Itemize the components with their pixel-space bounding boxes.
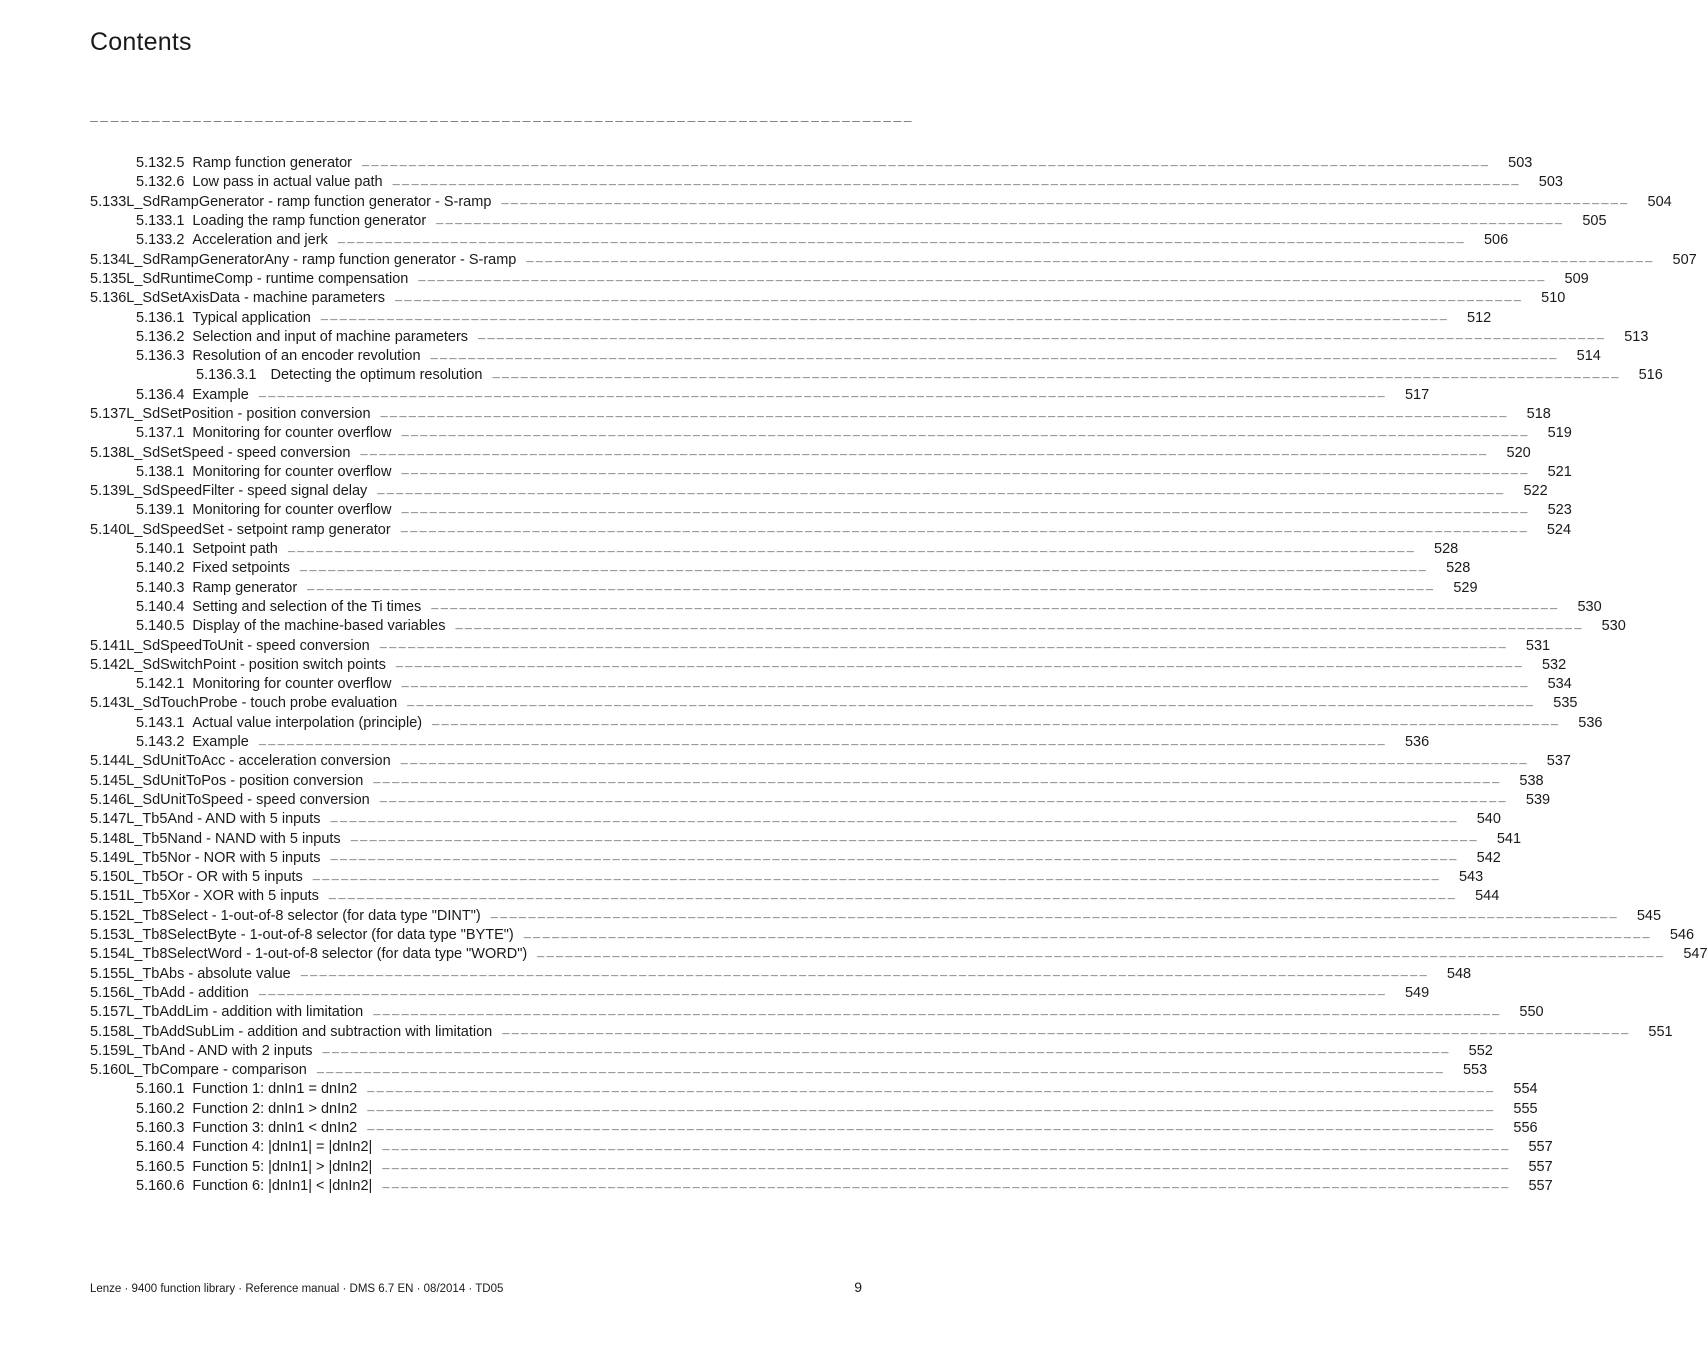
toc-leader: ________________________________________________________________________________________________________________________	[367, 1119, 1496, 1134]
toc-entry-number: 5.136.2	[136, 328, 185, 345]
toc-leader: ________________________________________________________________________________________________________________________	[401, 424, 1530, 439]
toc-entry[interactable]	[90, 772, 1544, 791]
toc-entry-title: L_TbAnd - AND with 2 inputs	[126, 1042, 313, 1059]
toc-leader: ________________________________________________________________________________________________________________________	[299, 559, 1429, 574]
toc-entry[interactable]	[90, 1177, 1553, 1196]
toc-entry-title: Example	[192, 386, 249, 403]
toc-entry-title: Monitoring for counter overflow	[192, 502, 392, 519]
toc-entry-page: 557	[1528, 1158, 1553, 1175]
toc-entry-title: Acceleration and jerk	[192, 232, 328, 249]
toc-entry[interactable]	[90, 907, 1662, 926]
toc-entry-page: 507	[1672, 251, 1697, 268]
toc-entry-number: 5.150	[90, 869, 127, 886]
toc-entry[interactable]	[90, 810, 1501, 829]
toc-leader: ________________________________________________________________________________________________________________________	[330, 849, 1459, 864]
toc-entry-number: 5.143.2	[136, 734, 185, 751]
toc-entry[interactable]	[90, 984, 1430, 1003]
toc-entry-page: 503	[1508, 155, 1533, 172]
toc-entry-page: 520	[1506, 444, 1531, 461]
toc-entry[interactable]	[90, 173, 1563, 192]
toc-leader: ________________________________________________________________________________________________________________________	[367, 1080, 1496, 1095]
toc-entry[interactable]	[90, 405, 1551, 424]
toc-entry-number: 5.133.2	[136, 232, 185, 249]
toc-entry-page: 551	[1648, 1023, 1673, 1040]
page-title: Contents	[90, 28, 192, 56]
toc-entry[interactable]	[90, 1119, 1538, 1138]
toc-entry-title: L_SdSpeedToUnit - speed conversion	[126, 637, 370, 654]
toc-entry-number: 5.136.3.1	[196, 367, 257, 384]
toc-entry-title: Detecting the optimum resolution	[270, 367, 483, 384]
toc-leader: ________________________________________________________________________________________________________________________	[401, 463, 1530, 478]
toc-entry-page: 544	[1475, 888, 1500, 905]
toc-entry-page: 513	[1624, 328, 1649, 345]
toc-entry-number: 5.157	[90, 1004, 127, 1021]
toc-entry[interactable]	[90, 694, 1578, 713]
toc-leader: ________________________________________________________________________________________________________________________	[379, 791, 1508, 806]
toc-leader: ________________________________________________________________________________________________________________________	[395, 289, 1524, 304]
toc-entry-page: 522	[1523, 483, 1548, 500]
toc-leader: ________________________________________________________________________________________________________________________	[367, 1100, 1496, 1115]
toc-entry[interactable]	[90, 521, 1572, 540]
toc-entry[interactable]	[90, 675, 1572, 694]
toc-leader: ________________________________________________________________________________________________________________________	[478, 328, 1607, 343]
toc-entry[interactable]	[90, 791, 1551, 810]
toc-entry-number: 5.153	[90, 927, 127, 944]
toc-entry-number: 5.139	[90, 483, 127, 500]
toc-entry-title: Actual value interpolation (principle)	[192, 714, 423, 731]
toc-leader: ________________________________________________________________________________________________________________________	[407, 694, 1536, 709]
toc-entry[interactable]	[90, 964, 1472, 983]
toc-leader: ________________________________________________________________________________________________________________________	[373, 772, 1502, 787]
toc-entry-page: 528	[1434, 541, 1459, 558]
toc-entry-title: Function 1: dnIn1 = dnIn2	[192, 1081, 358, 1098]
toc-entry-title: Function 3: dnIn1 < dnIn2	[192, 1119, 358, 1136]
toc-leader: ________________________________________________________________________________________________________________________	[432, 714, 1561, 729]
toc-entry-number: 5.140.5	[136, 618, 185, 635]
toc-entry[interactable]	[90, 868, 1484, 887]
toc-entry-number: 5.156	[90, 984, 127, 1001]
toc-entry-number: 5.149	[90, 849, 127, 866]
toc-entry-page: 530	[1577, 598, 1602, 615]
toc-entry-page: 503	[1538, 174, 1563, 191]
toc-entry-title: Function 6: |dnIn1| < |dnIn2|	[192, 1177, 373, 1194]
toc-entry-title: Fixed setpoints	[192, 560, 290, 577]
toc-entry-number: 5.160.5	[136, 1158, 185, 1175]
toc-entry-number: 5.147	[90, 811, 127, 828]
toc-entry-page: 523	[1547, 502, 1572, 519]
toc-leader: ________________________________________________________________________________________________________________________	[307, 579, 1436, 594]
toc-leader: ________________________________________________________________________________________________________________________	[287, 540, 1416, 555]
toc-leader: ________________________________________________________________________________________________________________________	[401, 501, 1530, 516]
toc-leader: ________________________________________________________________________________________________________________________	[379, 637, 1508, 652]
toc-leader: ________________________________________________________________________________________________________________________	[316, 1061, 1445, 1076]
toc-entry-page: 538	[1519, 772, 1544, 789]
toc-leader: ________________________________________________________________________________________________________________________	[431, 598, 1560, 613]
toc-entry-page: 541	[1496, 830, 1522, 847]
toc-entry-number: 5.160	[90, 1062, 127, 1079]
page-number: 9	[854, 1279, 862, 1295]
toc-entry[interactable]	[90, 270, 1589, 289]
toc-entry[interactable]	[90, 482, 1548, 501]
toc-entry[interactable]	[90, 1100, 1538, 1119]
toc-entry-page: 524	[1546, 521, 1572, 538]
toc-entry-page: 557	[1528, 1177, 1553, 1194]
toc-entry-title: Function 5: |dnIn1| > |dnIn2|	[192, 1158, 373, 1175]
toc-entry-title: L_SdRampGeneratorAny - ramp function generator - S-ramp	[126, 251, 517, 268]
toc-leader: ________________________________________________________________________________________________________________________	[312, 868, 1441, 883]
toc-entry[interactable]	[90, 733, 1430, 752]
toc-entry[interactable]	[90, 328, 1649, 347]
toc-entry-number: 5.141	[90, 637, 127, 654]
toc-entry[interactable]	[90, 501, 1572, 520]
toc-leader: ________________________________________________________________________________________________________________________	[382, 1177, 1511, 1192]
toc-entry-title: L_SdSetPosition - position conversion	[126, 406, 371, 422]
toc-entry[interactable]	[90, 250, 1697, 269]
toc-leader: ________________________________________________________________________________________________________________________	[350, 830, 1479, 845]
toc-entry[interactable]	[90, 1003, 1544, 1022]
toc-entry-page: 555	[1513, 1100, 1538, 1117]
toc-entry-number: 5.146	[90, 791, 127, 808]
toc-entry-number: 5.140	[90, 521, 127, 538]
toc-entry-page: 530	[1601, 618, 1626, 635]
toc-entry-page: 521	[1547, 463, 1572, 480]
toc-entry-title: Display of the machine-based variables	[192, 618, 446, 635]
toc-entry-number: 5.142.1	[136, 676, 185, 693]
toc-entry-number: 5.152	[90, 907, 127, 924]
toc-leader: ________________________________________________________________________________________________________________________	[322, 1042, 1451, 1057]
toc-entry-number: 5.139.1	[136, 502, 185, 519]
toc-entry-page: 545	[1636, 907, 1662, 924]
toc-entry-title: L_TbAbs - absolute value	[126, 965, 291, 982]
toc-entry-number: 5.143	[90, 695, 127, 712]
toc-entry-title: Typical application	[192, 309, 311, 326]
toc-entry-title: Low pass in actual value path	[192, 174, 383, 191]
toc-entry-number: 5.132.6	[136, 174, 185, 191]
toc-leader: ________________________________________________________________________________________________________________________	[492, 366, 1621, 381]
toc-entry[interactable]	[90, 386, 1430, 405]
toc-entry[interactable]	[90, 231, 1509, 250]
toc-leader: ________________________________________________________________________________________________________________________	[337, 231, 1466, 246]
toc-entry[interactable]	[90, 1022, 1673, 1041]
toc-entry-title: L_SdRuntimeComp - runtime compensation	[126, 270, 409, 287]
toc-entry[interactable]	[90, 714, 1603, 733]
toc-leader: ________________________________________________________________________________________________________________________	[502, 1023, 1631, 1037]
toc-entry-page: 509	[1564, 270, 1589, 287]
toc-entry-title: Function 4: |dnIn1| = |dnIn2|	[192, 1139, 373, 1156]
toc-entry-page: 506	[1483, 232, 1509, 249]
toc-entry-number: 5.154	[90, 946, 127, 963]
toc-entry-page: 512	[1467, 309, 1492, 326]
toc-entry-title: Loading the ramp function generator	[192, 213, 427, 230]
toc-entry-page: 535	[1553, 695, 1578, 712]
toc-entry[interactable]	[90, 1138, 1553, 1157]
toc-entry-number: 5.160.1	[136, 1081, 185, 1098]
toc-leader: ________________________________________________________________________________________________________________________	[501, 193, 1630, 208]
toc-entry[interactable]	[90, 849, 1501, 868]
toc-entry[interactable]	[90, 347, 1601, 366]
toc-entry-number: 5.143.1	[136, 714, 185, 731]
toc-entry-number: 5.138.1	[136, 463, 185, 480]
toc-entry-page: 550	[1519, 1004, 1544, 1021]
toc-entry-page: 504	[1647, 193, 1672, 210]
toc-entry-number: 5.132.5	[136, 155, 185, 172]
toc-entry-title: L_SdRampGenerator - ramp function generator - S-ramp	[126, 193, 492, 210]
toc-entry-number: 5.148	[90, 830, 127, 847]
toc-entry-number: 5.136.1	[136, 309, 185, 326]
toc-entry-number: 5.136.3	[136, 348, 185, 365]
toc-entry-title: L_Tb8Select - 1-out-of-8 selector (for data type "DINT")	[126, 907, 481, 924]
toc-leader: ________________________________________________________________________________________________________________________	[400, 521, 1529, 536]
toc-entry-number: 5.160.4	[136, 1139, 185, 1156]
toc-entry[interactable]	[90, 945, 1708, 964]
toc-entry-title: L_SdSwitchPoint - position switch points	[126, 656, 386, 673]
toc-entry-title: Resolution of an encoder revolution	[192, 348, 421, 365]
toc-entry[interactable]	[90, 424, 1572, 443]
toc-leader: ________________________________________________________________________________________________________________________	[320, 309, 1450, 324]
toc-entry-page: 552	[1468, 1042, 1493, 1059]
toc-entry-title: L_Tb8SelectWord - 1-out-of-8 selector (for data type "WORD")	[126, 946, 528, 963]
toc-entry[interactable]	[90, 656, 1567, 675]
toc-entry-page: 536	[1578, 714, 1603, 731]
toc-entry-number: 5.160.3	[136, 1119, 185, 1136]
toc-entry-page: 510	[1541, 290, 1566, 307]
toc-entry-page: 539	[1525, 791, 1551, 808]
toc-entry-page: 547	[1683, 946, 1708, 963]
toc-entry-title: L_Tb5And - AND with 5 inputs	[126, 811, 321, 828]
toc-leader: ________________________________________________________________________________________________________________________	[430, 347, 1559, 362]
toc-entry-number: 5.142	[90, 656, 127, 673]
toc-entry-title: Setpoint path	[192, 541, 278, 558]
toc-entry-number: 5.138	[90, 444, 127, 461]
toc-entry-page: 536	[1404, 734, 1430, 751]
toc-entry-number: 5.155	[90, 965, 127, 982]
toc-entry-page: 528	[1446, 560, 1471, 577]
toc-entry-number: 5.140.2	[136, 560, 185, 577]
toc-entry-title: Ramp function generator	[192, 155, 352, 172]
toc-leader: ________________________________________________________________________________________________________________________	[360, 444, 1489, 459]
toc-leader: ________________________________________________________________________________________________________________________	[330, 810, 1459, 825]
toc-entry-title: Setting and selection of the Ti times	[192, 598, 422, 615]
toc-entry-number: 5.158	[90, 1023, 127, 1040]
toc-entry-title: L_SdSetSpeed - speed conversion	[126, 444, 351, 461]
toc-leader: ________________________________________________________________________________________________________________________	[526, 251, 1655, 266]
toc-entry[interactable]	[90, 289, 1566, 308]
toc-entry-number: 5.140.4	[136, 598, 185, 615]
toc-leader: ________________________________________________________________________________________________________________________	[382, 1158, 1511, 1173]
toc-entry-page: 534	[1547, 676, 1572, 693]
toc-leader: ________________________________________________________________________________________________________________________	[490, 907, 1619, 922]
toc-entry[interactable]	[90, 887, 1500, 906]
toc-entry-number: 5.160.2	[136, 1100, 185, 1117]
toc-entry[interactable]	[90, 752, 1571, 771]
toc-entry-page: 529	[1453, 579, 1478, 596]
toc-entry[interactable]	[90, 540, 1459, 559]
toc-entry-number: 5.160.6	[136, 1177, 185, 1194]
toc-entry[interactable]	[90, 559, 1471, 578]
toc-entry-number: 5.137.1	[136, 425, 185, 442]
toc-entry-title: Function 2: dnIn1 > dnIn2	[192, 1100, 358, 1117]
toc-entry-number: 5.134	[90, 251, 127, 268]
toc-entry-title: L_TbAdd - addition	[126, 984, 249, 1001]
toc-leader: ________________________________________________________________________________________________________________________	[258, 984, 1387, 999]
table-of-contents	[90, 154, 1708, 1196]
toc-entry-title: Monitoring for counter overflow	[192, 463, 392, 480]
toc-entry-title: Ramp generator	[192, 579, 298, 596]
toc-entry[interactable]	[90, 926, 1695, 945]
toc-entry-page: 540	[1476, 811, 1501, 828]
toc-leader: ________________________________________________________________________________________________________________________	[380, 405, 1509, 420]
header-divider: ________________________________________________________________________________	[90, 109, 915, 124]
toc-entry-page: 505	[1582, 213, 1607, 230]
toc-leader: ________________________________________________________________________________________________________________________	[455, 617, 1584, 632]
toc-entry-page: 543	[1458, 869, 1484, 886]
toc-leader: ________________________________________________________________________________________________________________________	[377, 482, 1506, 497]
toc-entry-title: Selection and input of machine parameters	[192, 328, 469, 345]
toc-entry-page: 542	[1476, 849, 1501, 866]
toc-entry-page: 516	[1638, 367, 1663, 384]
toc-entry-number: 5.159	[90, 1042, 127, 1059]
toc-entry[interactable]	[90, 366, 1663, 385]
toc-entry-page: 518	[1526, 406, 1551, 422]
toc-entry-page: 557	[1528, 1139, 1553, 1156]
toc-entry-title: L_SdSpeedSet - setpoint ramp generator	[126, 521, 391, 538]
toc-leader: ________________________________________________________________________________________________________________________	[400, 752, 1529, 767]
toc-entry-number: 5.140.1	[136, 541, 185, 558]
toc-entry-number: 5.133	[90, 193, 127, 210]
toc-entry[interactable]	[90, 154, 1533, 173]
toc-entry-number: 5.135	[90, 270, 127, 287]
toc-entry[interactable]	[90, 1042, 1493, 1061]
toc-entry-title: Monitoring for counter overflow	[192, 425, 392, 442]
toc-entry-title: L_Tb5Xor - XOR with 5 inputs	[126, 888, 319, 905]
toc-entry[interactable]	[90, 463, 1572, 482]
toc-entry-number: 5.151	[90, 888, 127, 905]
toc-entry[interactable]	[90, 1080, 1538, 1099]
toc-entry[interactable]	[90, 308, 1492, 327]
toc-leader: ________________________________________________________________________________________________________________________	[382, 1138, 1511, 1153]
toc-leader: ________________________________________________________________________________________________________________________	[258, 733, 1387, 748]
toc-entry-number: 5.145	[90, 772, 127, 789]
toc-entry[interactable]	[90, 443, 1531, 462]
toc-entry-number: 5.136	[90, 290, 127, 307]
toc-entry[interactable]	[90, 829, 1522, 848]
toc-entry-page: 556	[1513, 1119, 1538, 1136]
footer-text: Lenze · 9400 function library · Reference manual · DMS 6.7 EN · 08/2014 · TD05	[90, 1283, 504, 1295]
toc-entry-title: L_TbAddSubLim - addition and subtraction with limitation	[126, 1023, 493, 1040]
toc-entry-number: 5.137	[90, 406, 127, 422]
toc-entry-title: L_SdUnitToAcc - acceleration conversion	[126, 753, 391, 770]
toc-leader: ________________________________________________________________________________________________________________________	[395, 656, 1524, 671]
toc-entry-page: 531	[1525, 637, 1551, 654]
toc-entry[interactable]	[90, 617, 1626, 636]
toc-entry-title: L_Tb8SelectByte - 1-out-of-8 selector (for data type "BYTE")	[126, 927, 514, 944]
toc-leader: ________________________________________________________________________________________________________________________	[401, 675, 1530, 690]
toc-entry-page: 517	[1404, 386, 1430, 403]
toc-leader: ________________________________________________________________________________________________________________________	[392, 173, 1521, 188]
toc-entry-page: 537	[1546, 753, 1571, 770]
toc-entry-title: L_Tb5Or - OR with 5 inputs	[126, 869, 303, 886]
toc-entry[interactable]	[90, 579, 1478, 598]
toc-entry-title: L_SdUnitToSpeed - speed conversion	[126, 791, 370, 808]
toc-entry[interactable]	[90, 1157, 1553, 1176]
toc-entry[interactable]	[90, 636, 1551, 655]
toc-entry-page: 553	[1462, 1062, 1488, 1079]
toc-entry-title: L_SdTouchProbe - touch probe evaluation	[126, 695, 398, 712]
toc-entry[interactable]	[90, 193, 1672, 212]
toc-entry-title: L_Tb5Nand - NAND with 5 inputs	[126, 830, 341, 847]
toc-entry-title: L_TbAddLim - addition with limitation	[126, 1004, 364, 1021]
toc-entry-page: 546	[1669, 927, 1695, 944]
toc-leader: ________________________________________________________________________________________________________________________	[436, 212, 1565, 227]
toc-entry-page: 549	[1404, 984, 1430, 1001]
toc-entry-page: 519	[1547, 425, 1572, 442]
toc-leader: ________________________________________________________________________________________________________________________	[328, 887, 1458, 902]
toc-leader: ________________________________________________________________________________________________________________________	[258, 386, 1387, 401]
toc-entry-page: 514	[1576, 348, 1601, 365]
toc-entry-title: Monitoring for counter overflow	[192, 676, 392, 693]
toc-leader: ________________________________________________________________________________________________________________________	[418, 270, 1547, 285]
toc-leader: ________________________________________________________________________________________________________________________	[300, 965, 1429, 980]
toc-leader: ________________________________________________________________________________________________________________________	[373, 1003, 1502, 1018]
toc-entry-title: L_SdUnitToPos - position conversion	[126, 772, 364, 789]
toc-entry-number: 5.133.1	[136, 213, 185, 230]
toc-entry-title: L_Tb5Nor - NOR with 5 inputs	[126, 849, 321, 866]
toc-leader: ________________________________________________________________________________________________________________________	[361, 154, 1491, 169]
toc-entry[interactable]	[90, 212, 1607, 231]
toc-entry-title: L_SdSetAxisData - machine parameters	[126, 290, 386, 307]
toc-entry-title: L_TbCompare - comparison	[126, 1062, 307, 1079]
toc-leader: ________________________________________________________________________________________________________________________	[523, 926, 1652, 941]
toc-leader: ________________________________________________________________________________________________________________________	[537, 945, 1666, 960]
toc-entry[interactable]	[90, 598, 1602, 617]
toc-entry-number: 5.144	[90, 753, 127, 770]
toc-entry-page: 532	[1541, 656, 1567, 673]
toc-entry[interactable]	[90, 1061, 1488, 1080]
toc-entry-title: L_SdSpeedFilter - speed signal delay	[126, 483, 368, 500]
toc-entry-title: Example	[192, 734, 249, 751]
toc-entry-number: 5.140.3	[136, 579, 185, 596]
toc-entry-number: 5.136.4	[136, 386, 185, 403]
toc-entry-page: 554	[1513, 1081, 1538, 1098]
toc-entry-page: 548	[1446, 965, 1472, 982]
